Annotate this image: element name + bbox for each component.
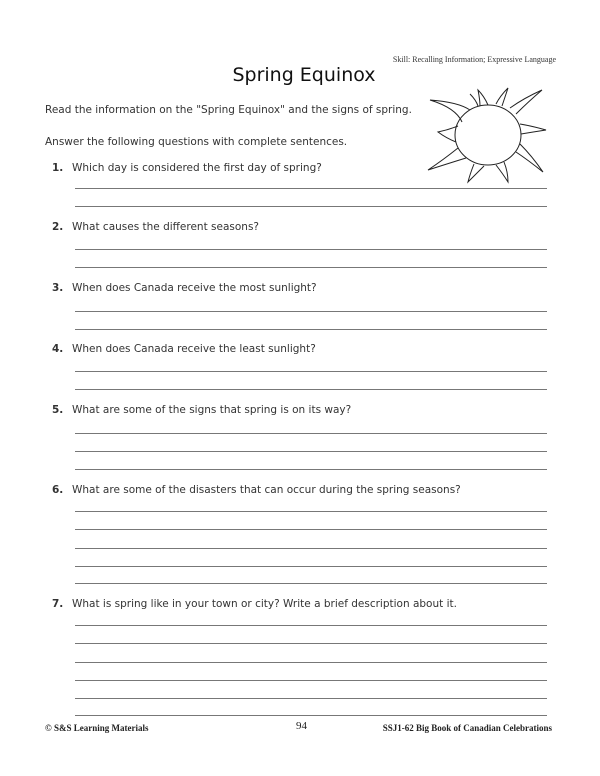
question-text: When does Canada receive the most sunlight? [72, 282, 317, 294]
question-4 [52, 343, 316, 355]
answer-line[interactable] [75, 625, 547, 626]
question-7 [52, 598, 457, 610]
answer-line[interactable] [75, 548, 547, 549]
sun-icon [418, 82, 554, 188]
answer-line[interactable] [75, 371, 547, 372]
question-text: When does Canada receive the least sunlight? [72, 343, 316, 355]
answer-line[interactable] [75, 583, 547, 584]
answer-line[interactable] [75, 469, 547, 470]
question-1 [52, 162, 322, 174]
answer-line[interactable] [75, 566, 547, 567]
question-6 [52, 484, 461, 496]
question-text: Which day is considered the first day of spring? [72, 162, 322, 174]
answer-line[interactable] [75, 433, 547, 434]
question-number: 3. [52, 282, 64, 294]
answer-line[interactable] [75, 206, 547, 207]
answer-line[interactable] [75, 662, 547, 663]
question-number: 2. [52, 221, 64, 233]
answer-line[interactable] [75, 389, 547, 390]
answer-line[interactable] [75, 451, 547, 452]
answer-line[interactable] [75, 188, 547, 189]
page-number: 94 [296, 720, 307, 732]
question-number: 6. [52, 484, 64, 496]
question-2 [52, 221, 259, 233]
question-text: What is spring like in your town or city? Write a brief description about it. [72, 598, 457, 610]
question-text: What are some of the disasters that can occur during the spring seasons? [72, 484, 461, 496]
question-number: 4. [52, 343, 64, 355]
instruction-read: Read the information on the "Spring Equinox" and the signs of spring. [45, 104, 412, 116]
footer-copyright: © S&S Learning Materials [45, 723, 149, 733]
question-number: 7. [52, 598, 64, 610]
answer-line[interactable] [75, 643, 547, 644]
question-number: 5. [52, 404, 64, 416]
footer-book-title: SSJ1-62 Big Book of Canadian Celebrations [382, 723, 552, 733]
answer-line[interactable] [75, 511, 547, 512]
question-3 [52, 282, 317, 294]
question-text: What are some of the signs that spring is on its way? [72, 404, 352, 416]
instruction-answer: Answer the following questions with complete sentences. [45, 136, 348, 148]
answer-line[interactable] [75, 698, 547, 699]
answer-line[interactable] [75, 329, 547, 330]
answer-line[interactable] [75, 680, 547, 681]
answer-line[interactable] [75, 311, 547, 312]
question-text: What causes the different seasons? [72, 221, 259, 233]
answer-line[interactable] [75, 529, 547, 530]
answer-line[interactable] [75, 267, 547, 268]
page-title: Spring Equinox [232, 64, 376, 86]
answer-line[interactable] [75, 715, 547, 716]
question-number: 1. [52, 162, 64, 174]
skill-label: Skill: Recalling Information; Expressive Language [392, 55, 556, 64]
question-5 [52, 404, 351, 416]
answer-line[interactable] [75, 249, 547, 250]
